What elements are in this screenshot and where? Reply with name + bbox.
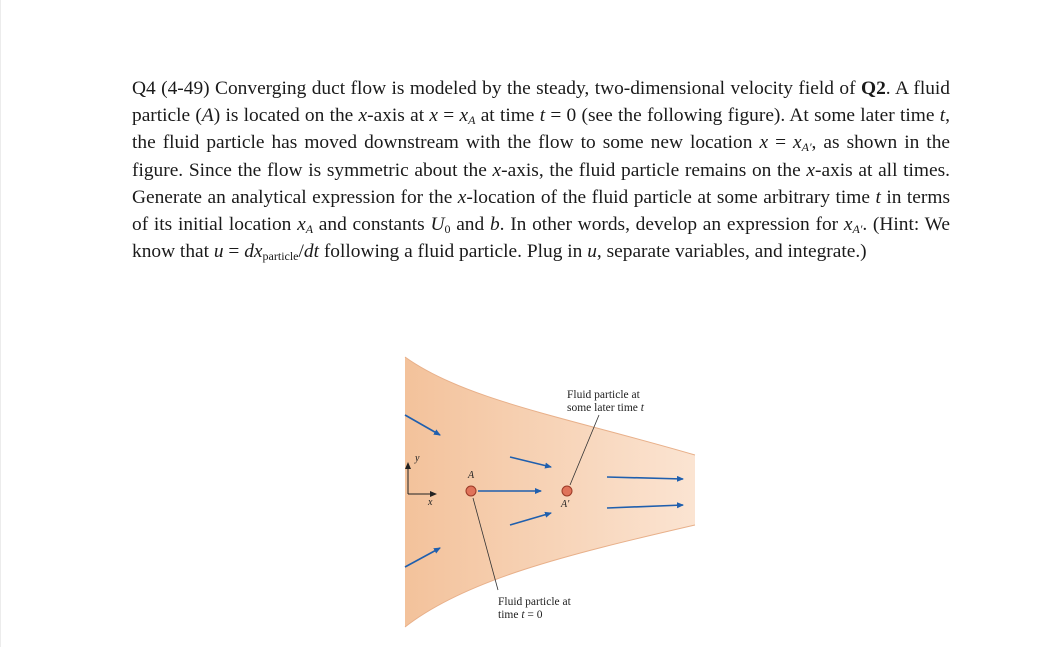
text-segment: = xyxy=(437,105,460,127)
math-var: dx xyxy=(244,241,263,263)
math-subscript: A' xyxy=(801,140,812,155)
text-segment: -axis at xyxy=(367,105,430,127)
text-segment: . A fluid particle ( xyxy=(132,78,950,127)
text-segment: = 0 (see the following figure). At some later time xyxy=(545,105,940,127)
point-a-label: A xyxy=(468,470,475,481)
text-segment: = xyxy=(223,241,245,263)
math-var: x xyxy=(759,132,769,154)
math-var: t xyxy=(939,105,946,127)
label-line xyxy=(567,402,687,415)
math-var: t xyxy=(640,402,644,414)
math-subscript: A xyxy=(305,222,314,237)
initial-time-label xyxy=(498,596,608,622)
text-segment: following a fluid particle. Plug in xyxy=(319,241,588,263)
math-subscript: particle xyxy=(262,249,299,264)
math-subscript: A xyxy=(468,113,476,128)
page-edge xyxy=(0,0,1,647)
math-var: x xyxy=(492,159,502,181)
text-segment: . (Hint: We know that xyxy=(132,214,950,263)
math-var: x xyxy=(843,214,853,236)
math-var: t xyxy=(539,105,546,127)
label-text: = 0 xyxy=(524,609,543,621)
x-axis-label: x xyxy=(428,497,433,508)
math-var: t xyxy=(875,186,881,208)
text-segment: in terms of its initial location xyxy=(132,186,950,236)
math-var: x xyxy=(793,132,802,154)
particle-a-prime xyxy=(562,486,572,496)
converging-duct-figure xyxy=(395,355,705,635)
text-segment: -axis, the fluid particle remains on the xyxy=(501,159,807,181)
point-a-prime-label: A' xyxy=(561,499,570,510)
text-segment: . In other words, develop an expression for xyxy=(499,214,844,236)
math-var: t xyxy=(521,609,525,621)
math-var: x xyxy=(457,186,467,208)
later-time-label xyxy=(567,389,687,415)
math-var: U xyxy=(430,214,445,236)
text-segment: and xyxy=(450,214,490,236)
math-var: b xyxy=(489,214,500,236)
text-segment: -location of the fluid particle at some arbitrary time xyxy=(466,186,876,208)
text-segment: -axis at all times. Generate an analytical expression for the xyxy=(132,159,951,208)
math-var: x xyxy=(459,105,469,127)
text-segment: = xyxy=(768,132,794,154)
label-line: Fluid particle at xyxy=(567,389,640,401)
math-subscript: A' xyxy=(852,222,863,237)
math-var: u xyxy=(587,241,597,263)
question-paragraph xyxy=(132,75,950,265)
text-segment: at time xyxy=(475,105,540,127)
math-var: x xyxy=(429,105,438,127)
math-var: u xyxy=(213,241,224,263)
text-segment: , as shown in the figure. Since the flow is symmetric about the xyxy=(132,132,950,181)
text-segment: and constants xyxy=(313,214,431,236)
math-var: dt xyxy=(303,241,319,263)
y-axis-label: y xyxy=(415,453,420,464)
text-segment: ) is located on the xyxy=(213,105,359,127)
math-subscript: 0 xyxy=(444,222,451,237)
label-text: some later time xyxy=(567,402,641,414)
math-var: x xyxy=(806,159,816,181)
text-segment: , separate variables, and integrate.) xyxy=(596,241,867,263)
text-segment: / xyxy=(298,241,304,263)
label-line xyxy=(498,609,608,622)
math-var: x xyxy=(297,214,306,236)
particle-a xyxy=(466,486,476,496)
math-var: x xyxy=(358,105,368,127)
text-segment: , the fluid particle has moved downstream with the flow to some new location xyxy=(132,105,950,154)
math-var: A xyxy=(201,105,214,127)
label-line: Fluid particle at xyxy=(498,596,571,608)
label-text: time xyxy=(498,609,522,621)
text-segment: Q4 (4-49) Converging duct flow is modeled by the steady, two-dimensional velocity field of xyxy=(132,78,861,99)
question-reference: Q2 xyxy=(860,78,886,99)
